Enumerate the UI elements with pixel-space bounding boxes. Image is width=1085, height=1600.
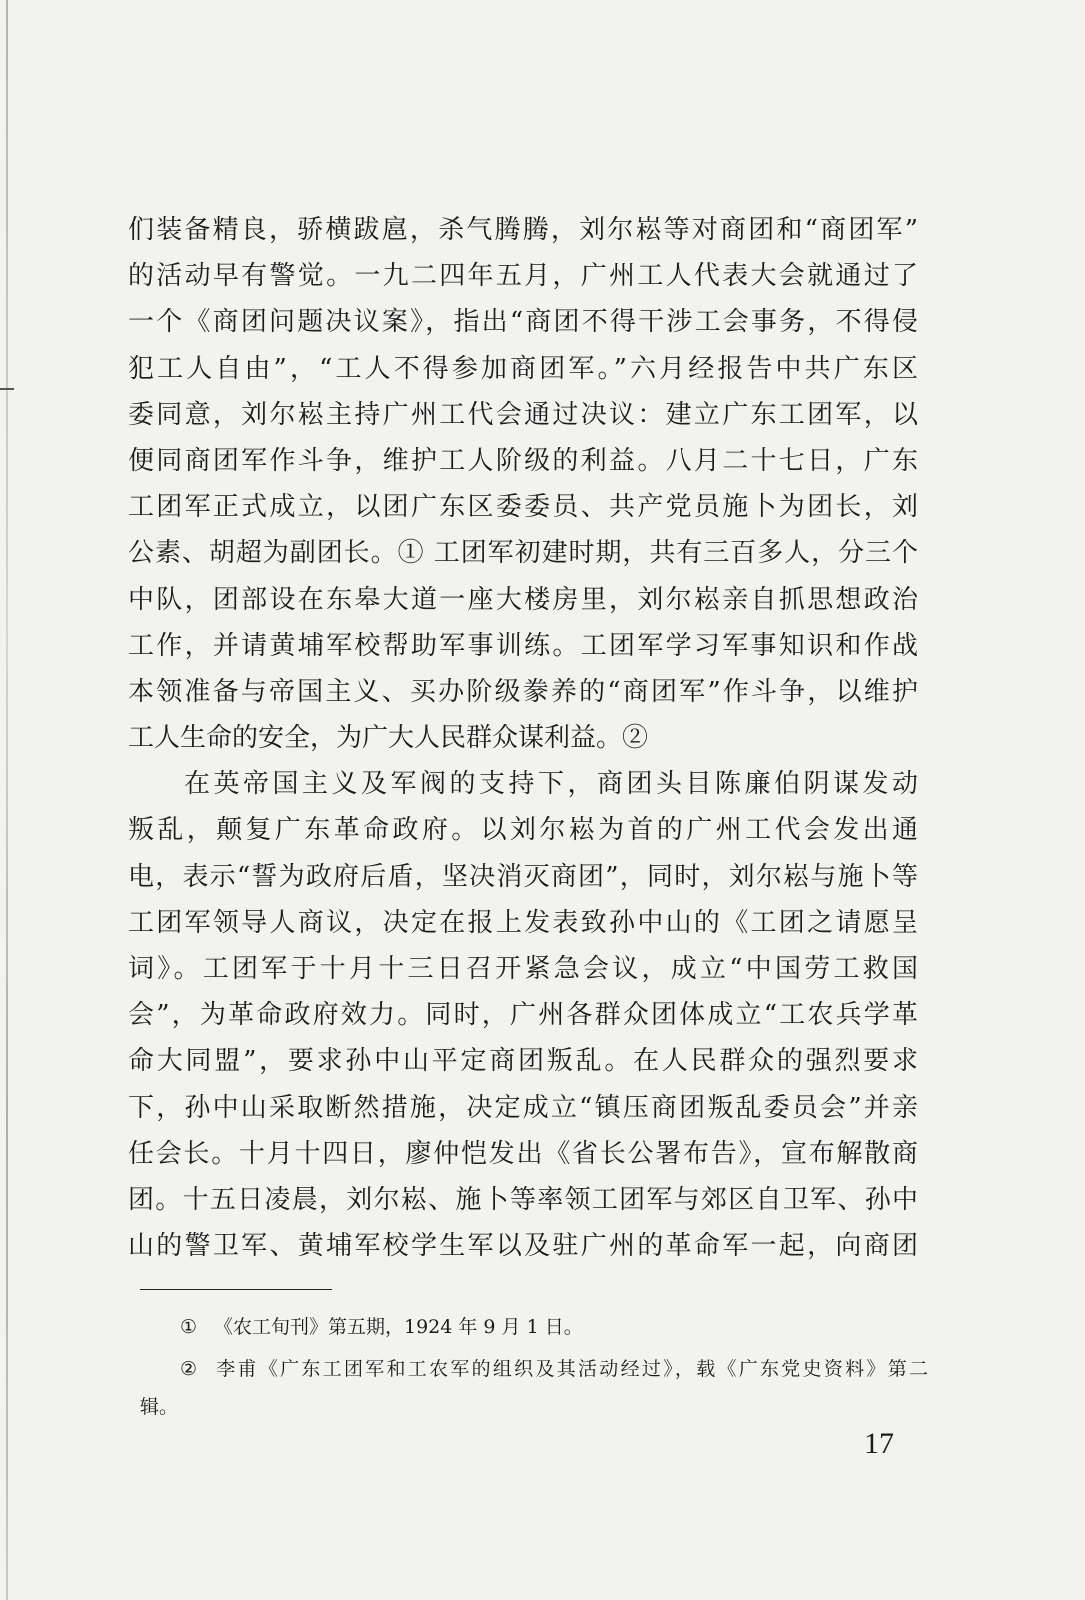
footnote-2 <box>180 1348 928 1390</box>
text-line: 词》。工团军于十月十三日召开紧急会议，成立“中国劳工救国 <box>128 954 918 984</box>
footnotes <box>180 1306 928 1390</box>
footnote-1 <box>180 1306 928 1348</box>
text-line: 的活动早有警觉。一九二四年五月，广州工人代表大会就通过了 <box>128 261 918 292</box>
footnote-2-continuation: 辑。 <box>140 1396 179 1418</box>
scan-edge-shadow <box>6 0 8 1600</box>
main-text <box>128 207 918 1269</box>
footnote-divider <box>140 1289 332 1290</box>
text-line: 工作，并请黄埔军校帮助军事训练。工团军学习军事知识和作战 <box>128 630 918 661</box>
text-line: 任会长。十月十四日，廖仲恺发出《省长公署布告》，宣布解散商 <box>128 1138 918 1169</box>
text-line: 一个《商团问题决议案》，指出“商团不得干涉工会事务，不得侵 <box>128 307 918 338</box>
text-line: 团。十五日凌晨，刘尔崧、施卜等率领工团军与郊区自卫军、孙中 <box>128 1184 918 1215</box>
footnote-marker: ① <box>180 1316 198 1338</box>
text-line: 会”，为革命政府效力。同时，广州各群众团体成立“工农兵学革 <box>128 1000 918 1031</box>
text-line: 电，表示“誓为政府后盾，坚决消灭商团”，同时，刘尔崧与施卜等 <box>128 861 918 892</box>
text-line: 下，孙中山采取断然措施，决定成立“镇压商团叛乱委员会”并亲 <box>128 1092 918 1123</box>
text-line: 工团军正式成立，以团广东区委委员、共产党员施卜为团长，刘 <box>128 492 918 523</box>
paragraph-start-line: 在英帝国主义及军阀的支持下，商团头目陈廉伯阴谋发动 <box>184 769 918 800</box>
page-number: 17 <box>864 1427 894 1460</box>
text-line: 犯工人自由”，“工人不得参加商团军。”六月经报告中共广东区 <box>128 353 918 384</box>
text-line: 本领准备与帝国主义、买办阶级豢养的“商团军”作斗争，以维护 <box>128 676 918 707</box>
paragraph-end-line: 工人生命的安全，为广大人民群众谋利益。② <box>128 723 649 754</box>
text-line: 便同商团军作斗争，维护工人阶级的利益。八月二十七日，广东 <box>128 445 918 476</box>
text-line: 命大同盟”，要求孙中山平定商团叛乱。在人民群众的强烈要求 <box>128 1046 918 1077</box>
text-line: 工团军领导人商议，决定在报上发表致孙中山的《工团之请愿呈 <box>128 907 918 938</box>
footnote-marker: ② <box>180 1358 198 1380</box>
footnote-text: 《农工旬刊》第五期，1924 年 9 月 1 日。 <box>214 1316 583 1338</box>
text-line: 叛乱，颠复广东革命政府。以刘尔崧为首的广州工代会发出通 <box>128 815 918 846</box>
text-line: 中队，团部设在东皋大道一座大楼房里，刘尔崧亲自抓思想政治 <box>128 584 918 615</box>
text-line: 委同意，刘尔崧主持广州工代会通过决议：建立广东工团军，以 <box>128 399 918 430</box>
text-line: 们装备精良，骄横跋扈，杀气腾腾，刘尔崧等对商团和“商团军” <box>128 215 918 245</box>
text-line: 公素、胡超为副团长。① 工团军初建时期，共有三百多人，分三个 <box>128 538 918 569</box>
scan-edge-mark <box>0 388 14 390</box>
footnote-text: 李甫《广东工团军和工农军的组织及其活动经过》，载《广东党史资料》第二 <box>214 1358 928 1380</box>
text-line: 山的警卫军、黄埔军校学生军以及驻广州的革命军一起，向商团 <box>128 1231 918 1262</box>
